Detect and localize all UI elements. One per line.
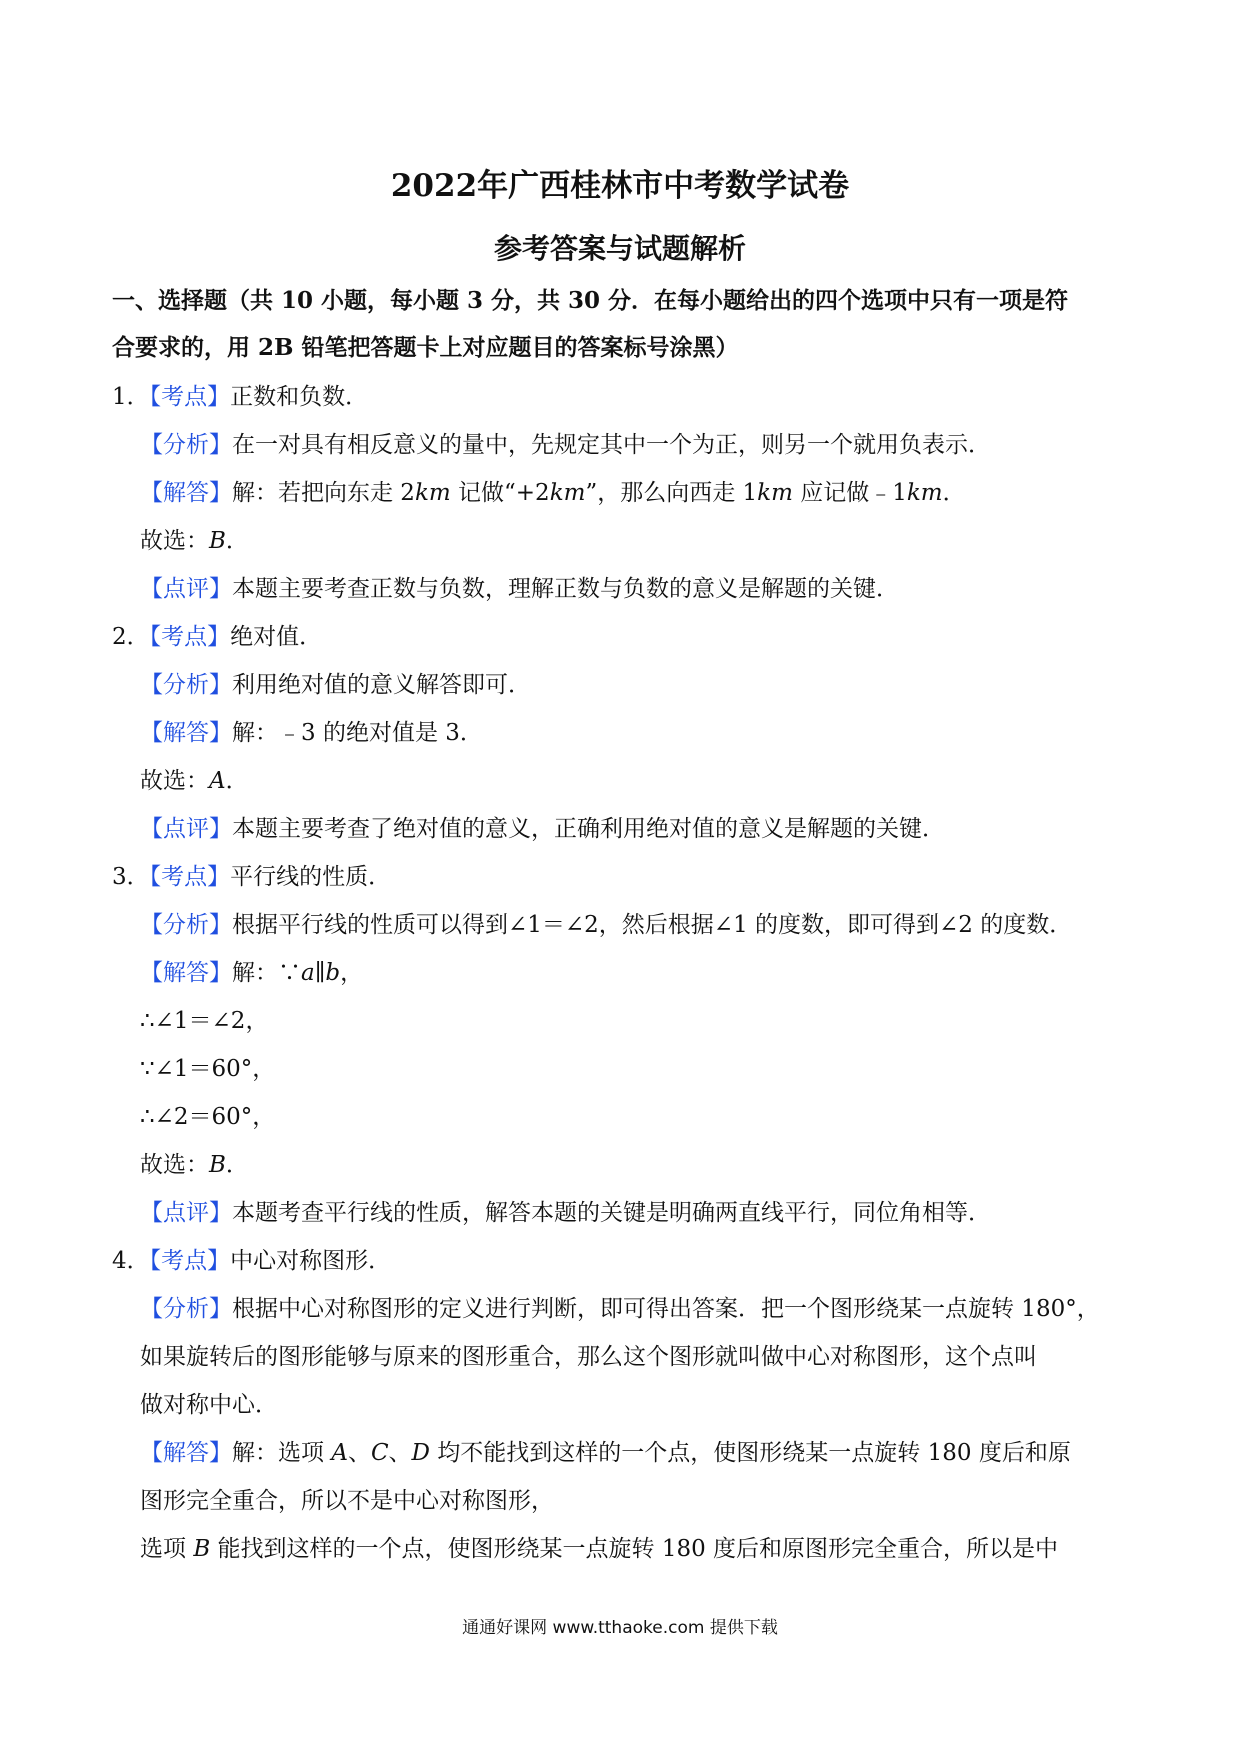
comment-tag: 【点评】 [140, 816, 232, 842]
q4-answer-line-3 [140, 1534, 1058, 1564]
q3-number: 3． [112, 864, 150, 890]
q1-choice-line [140, 526, 249, 556]
punctuation: ， [340, 960, 364, 986]
q1-answer-unit: km [906, 480, 943, 506]
answer-tag: 【解答】 [140, 720, 232, 746]
q3-point-line [112, 862, 391, 892]
q3-analysis: 根据平行线的性质可以得到∠1＝∠2，然后根据∠1 的度数，即可得到∠2 的度数． [232, 912, 1073, 938]
q2-analysis-line [140, 670, 531, 700]
point-tag: 【考点】 [149, 864, 231, 890]
q3-point: 平行线的性质． [230, 864, 392, 890]
q4-analysis-line-1 [140, 1294, 1100, 1324]
q1-answer-text: ． [942, 480, 966, 506]
q3-answer-text: 解：∵ [232, 960, 301, 986]
q2-point-line [112, 622, 322, 652]
q3-comment-line [140, 1198, 991, 1228]
q3-answer-math: a∥b [301, 960, 341, 986]
option-label: C [370, 1440, 389, 1466]
page-subtitle: 参考答案与试题解析 [493, 232, 746, 265]
q4-answer-text: 均不能找到这样的一个点，使图形绕某一点旋转 180 度后和原 [430, 1440, 1071, 1466]
q1-number: 1． [112, 384, 150, 410]
page-footer: 通通好课网 www.tthaoke.com 提供下载 [462, 1618, 778, 1638]
punctuation: 、 [388, 1440, 412, 1466]
q1-analysis: 在一对具有相反意义的量中，先规定其中一个为正，则另一个就用负表示． [232, 432, 991, 458]
q1-comment: 本题主要考查正数与负数，理解正数与负数的意义是解题的关键． [232, 576, 899, 602]
q4-point: 中心对称图形． [230, 1248, 392, 1274]
q2-analysis: 利用绝对值的意义解答即可． [232, 672, 531, 698]
q1-comment-line [140, 574, 899, 604]
section-heading-line-1: 一、选择题（共 10 小题，每小题 3 分，共 30 分．在每小题给出的四个选项中只有一项是符 [112, 287, 1069, 314]
q2-choice: A [209, 768, 226, 794]
analysis-tag: 【分析】 [140, 432, 232, 458]
q4-answer-text: 选项 [140, 1536, 194, 1562]
q4-analysis-line-3: 做对称中心． [140, 1392, 278, 1418]
q1-answer-text: 应记做﹣1 [792, 480, 907, 506]
q2-answer: 解：﹣3 的绝对值是 3． [232, 720, 483, 746]
choice-label: 故选： [140, 768, 209, 794]
q1-answer-text: ”，那么向西走 1 [585, 480, 758, 506]
q4-answer-text: 能找到这样的一个点，使图形绕某一点旋转 180 度后和原图形完全重合，所以是中 [210, 1536, 1059, 1562]
q3-step-1: ∴∠1＝∠2， [140, 1008, 269, 1034]
q4-answer-line-1 [140, 1438, 1071, 1468]
q3-comment: 本题考查平行线的性质，解答本题的关键是明确两直线平行，同位角相等． [232, 1200, 991, 1226]
punctuation: 、 [347, 1440, 371, 1466]
q1-choice: B [209, 528, 226, 554]
q1-answer-text: 解：若把向东走 2 [232, 480, 415, 506]
q4-answer-text: 解：选项 [232, 1440, 332, 1466]
point-tag: 【考点】 [149, 1248, 231, 1274]
choice-label: 故选： [140, 528, 209, 554]
answer-tag: 【解答】 [140, 1440, 232, 1466]
q2-point: 绝对值． [230, 624, 323, 650]
punctuation: ． [225, 528, 249, 554]
q1-answer-text: 记做“+2 [450, 480, 550, 506]
analysis-tag: 【分析】 [140, 672, 232, 698]
point-tag: 【考点】 [149, 384, 231, 410]
q3-choice-line [140, 1150, 249, 1180]
q3-step-3: ∴∠2＝60°， [140, 1104, 276, 1130]
q1-answer-line [140, 478, 966, 508]
q2-choice-line [140, 766, 249, 796]
q2-answer-line [140, 718, 483, 748]
answer-tag: 【解答】 [140, 480, 232, 506]
q3-analysis-line [140, 910, 1072, 940]
answer-tag: 【解答】 [140, 960, 232, 986]
page-title: 2022年广西桂林市中考数学试卷 [390, 168, 850, 204]
q4-answer-line-2: 图形完全重合，所以不是中心对称图形， [140, 1488, 554, 1514]
q4-point-line [112, 1246, 391, 1276]
q4-analysis-line-2: 如果旋转后的图形能够与原来的图形重合，那么这个图形就叫做中心对称图形，这个点叫 [140, 1344, 1037, 1370]
analysis-tag: 【分析】 [140, 1296, 232, 1322]
choice-label: 故选： [140, 1152, 209, 1178]
punctuation: ． [225, 1152, 249, 1178]
option-label: B [193, 1536, 211, 1562]
q3-step-2: ∵∠1＝60°， [140, 1056, 276, 1082]
analysis-tag: 【分析】 [140, 912, 232, 938]
point-tag: 【考点】 [149, 624, 231, 650]
q1-answer-unit: km [549, 480, 586, 506]
q2-comment: 本题主要考查了绝对值的意义，正确利用绝对值的意义是解题的关键． [232, 816, 945, 842]
q3-answer-line [140, 958, 363, 988]
option-label: D [411, 1440, 430, 1466]
q4-number: 4． [112, 1248, 150, 1274]
q2-comment-line [140, 814, 945, 844]
q3-choice: B [209, 1152, 226, 1178]
q1-answer-unit: km [414, 480, 451, 506]
q1-analysis-line [140, 430, 991, 460]
punctuation: ． [225, 768, 249, 794]
q1-point: 正数和负数． [230, 384, 369, 410]
comment-tag: 【点评】 [140, 1200, 232, 1226]
q4-analysis: 根据中心对称图形的定义进行判断，即可得出答案．把一个图形绕某一点旋转 180°， [232, 1296, 1100, 1322]
q1-answer-unit: km [757, 480, 793, 506]
q2-number: 2． [112, 624, 150, 650]
option-label: A [331, 1440, 348, 1466]
section-heading-line-2: 合要求的，用 2B 铅笔把答题卡上对应题目的答案标号涂黑） [112, 334, 739, 361]
q1-point-line [112, 382, 368, 412]
comment-tag: 【点评】 [140, 576, 232, 602]
